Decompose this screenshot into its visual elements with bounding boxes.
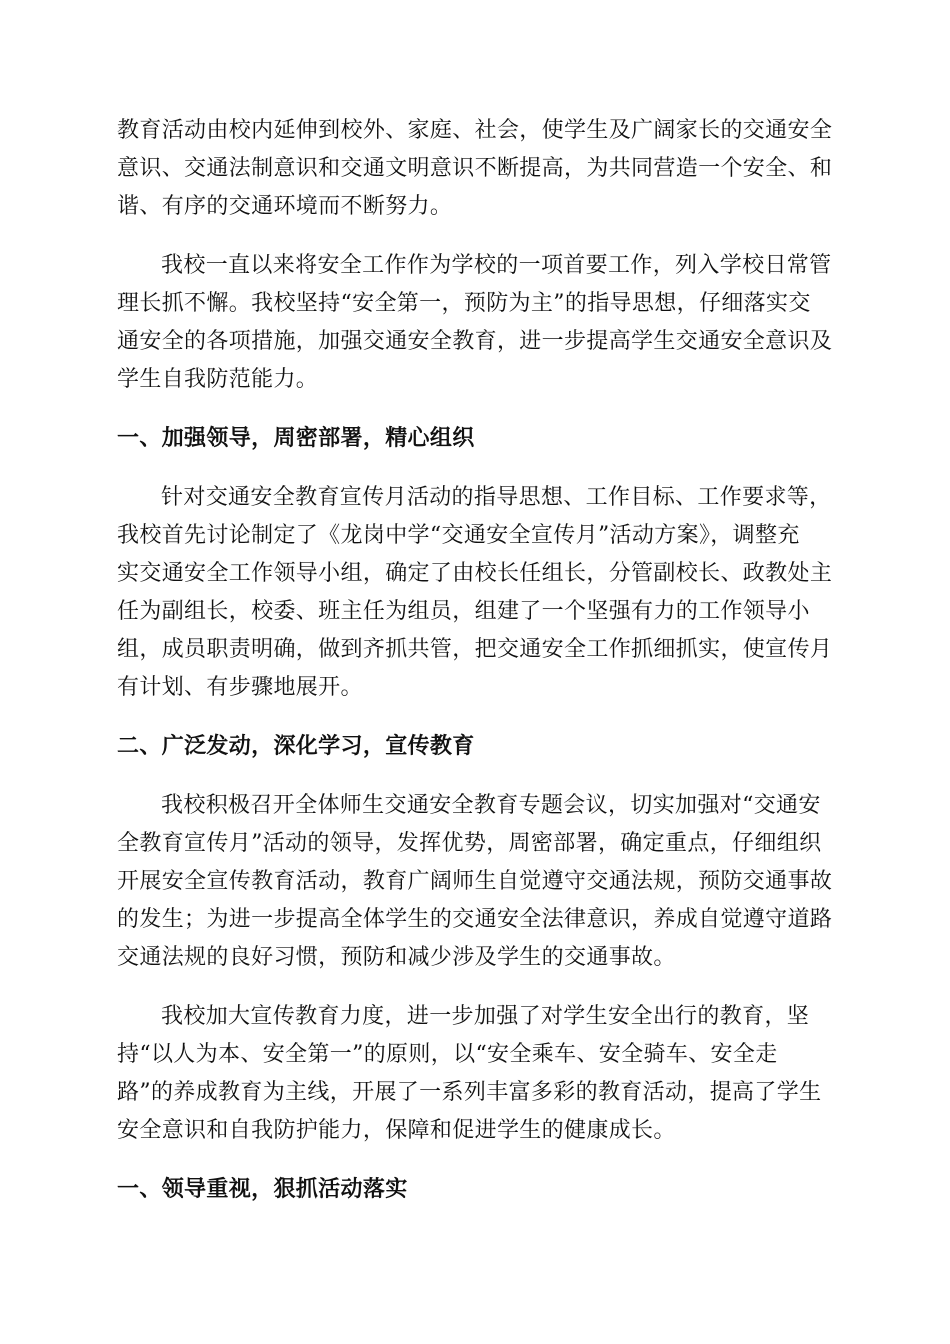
- text-line: 任为副组长，校委、班主任为组员，组建了一个坚强有力的工作领导小: [117, 599, 810, 624]
- text-line: 教育活动由校内延伸到校外、家庭、社会，使学生及广阔家长的交通安全: [117, 118, 833, 143]
- text-line: 开展安全宣传教育活动，教育广阔师生自觉遵守交通法规，预防交通事故: [117, 869, 833, 894]
- document-page: [117, 112, 835, 1230]
- text-line: 我校一直以来将安全工作作为学校的一项首要工作，列入学校日常管: [161, 253, 832, 278]
- paragraph-2: [117, 247, 835, 399]
- text-line: 实交通安全工作领导小组，确定了由校长任组长，分管副校长、政教处主: [117, 561, 833, 586]
- text-line: 通安全的各项措施，加强交通安全教育，进一步提高学生交通安全意识及: [117, 329, 833, 354]
- text-line: 交通法规的良好习惯，预防和减少涉及学生的交通事故。: [117, 945, 676, 970]
- text-line: 路”的养成教育为主线，开展了一系列丰富多彩的教育活动，提高了学生: [117, 1080, 822, 1105]
- text-line: 学生自我防范能力。: [117, 367, 319, 392]
- paragraph-1: [117, 112, 835, 226]
- text-line: 我校加大宣传教育力度，进一步加强了对学生安全出行的教育，坚: [161, 1004, 810, 1029]
- text-line: 的发生；为进一步提高全体学生的交通安全法律意识，养成自觉遵守道路: [117, 907, 833, 932]
- text-line: 持“以人为本、安全第一”的原则，以“安全乘车、安全骑车、安全走: [117, 1042, 778, 1067]
- text-line: 我校积极召开全体师生交通安全教育专题会议，切实加强对“交通安: [161, 793, 821, 818]
- section-heading-2: 二、广泛发动，深化学习，宣传教育: [117, 734, 475, 759]
- text-line: 理长抓不懈。我校坚持“安全第一，预防为主”的指导思想，仔细落实交: [117, 291, 811, 316]
- text-line: 组，成员职责明确，做到齐抓共管，把交通安全工作抓细抓实，使宣传月: [117, 637, 833, 662]
- text-line: 谐、有序的交通环境而不断努力。: [117, 194, 453, 219]
- text-line: 有计划、有步骤地展开。: [117, 675, 363, 700]
- paragraph-3: [117, 479, 835, 707]
- text-line: 我校首先讨论制定了《龙岗中学“交通安全宣传月”活动方案》，调整充: [117, 523, 800, 548]
- section-heading-3: 一、领导重视，狠抓活动落实: [117, 1177, 408, 1202]
- text-line: 意识、交通法制意识和交通文明意识不断提高，为共同营造一个安全、和: [117, 156, 833, 181]
- section-heading-1: 一、加强领导，周密部署，精心组织: [117, 426, 475, 451]
- text-line: 全教育宣传月”活动的领导，发挥优势，周密部署，确定重点，仔细组织: [117, 831, 822, 856]
- text-line: 安全意识和自我防护能力，保障和促进学生的健康成长。: [117, 1118, 676, 1143]
- paragraph-4: [117, 787, 835, 977]
- text-line: 针对交通安全教育宣传月活动的指导思想、工作目标、工作要求等，: [161, 485, 832, 510]
- paragraph-5: [117, 998, 835, 1150]
